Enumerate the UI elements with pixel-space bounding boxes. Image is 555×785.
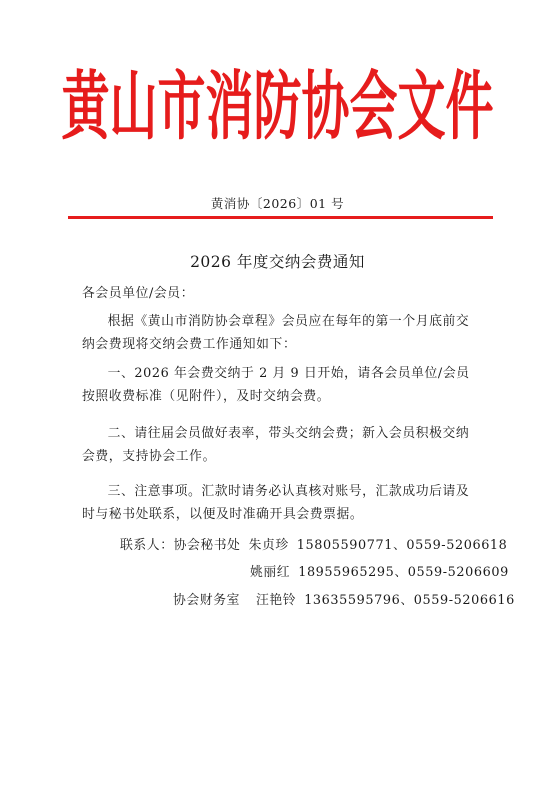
contact-phones: 18955965295、0559-5206609 [298,565,509,580]
paragraph-item-1: 一、2026 年会费交纳于 2 月 9 日开始，请各会员单位/会员按照收费标准（见附件），及时交纳会费。 [82,366,470,404]
paragraph-intro: 根据《黄山市消防协会章程》会员应在每年的第一个月底前交纳会费现将交纳会费工作通知如下： [82,314,470,352]
contact-dept: 协会秘书处 [173,538,241,553]
greeting: 各会员单位/会员： [82,286,195,301]
contact-name: 朱贞珍 [248,538,289,553]
paragraph-item-3: 三、注意事项。汇款时请务必认真核对账号，汇款成功后请及时与秘书处联系，以便及时准确开具会费票据。 [82,484,470,522]
contact-row [173,589,515,608]
contact-row [120,534,507,553]
red-divider-line [68,216,493,219]
contact-phones: 15805590771、0559-5206618 [296,538,508,553]
paragraph-item-2: 二、请往届会员做好表率，带头交纳会费；新入会员积极交纳会费，支持协会工作。 [82,426,470,464]
contact-label: 联系人： [120,538,174,553]
notice-title: 2026 年度交纳会费通知 [190,253,365,271]
document-number: 黄消协〔2026〕01 号 [210,196,345,211]
contact-dept: 协会财务室 [173,593,240,608]
contact-row [250,561,509,580]
contact-name: 姚丽红 [250,565,291,580]
contact-phones: 13635595796、0559-5206616 [304,593,515,608]
contact-name: 汪艳铃 [255,593,297,608]
masthead-title: 黄山市消防协会文件 [61,63,494,151]
